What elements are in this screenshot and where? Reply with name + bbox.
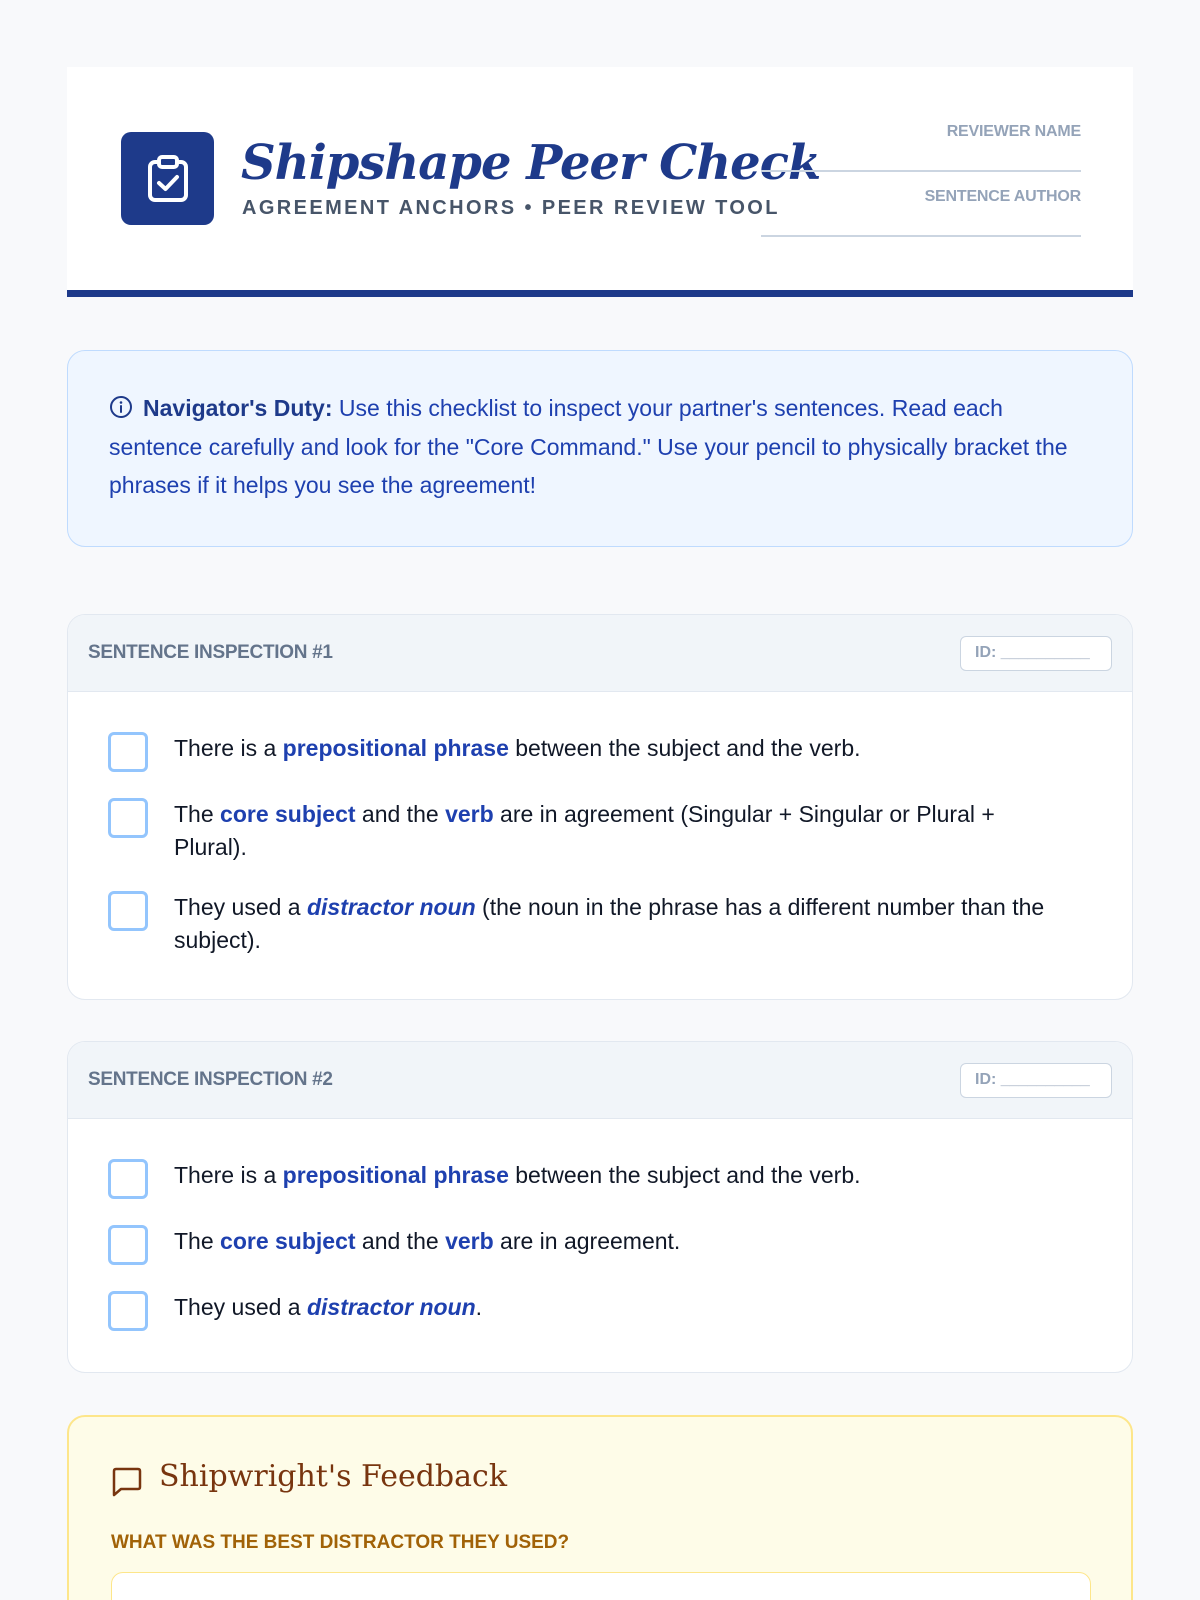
sentence-author-label: SENTENCE AUTHOR	[924, 188, 1081, 205]
checklist-item-text: There is a prepositional phrase between the subject and the verb.	[174, 1162, 861, 1188]
feedback-panel	[67, 1415, 1133, 1600]
sentence-author-field[interactable]	[761, 172, 1081, 237]
card-title: SENTENCE INSPECTION #2	[88, 1069, 333, 1090]
card-header	[68, 615, 1132, 692]
feedback-answer-field[interactable]	[111, 1572, 1091, 1600]
checkbox[interactable]	[108, 1159, 148, 1199]
checkbox[interactable]	[108, 732, 148, 772]
key-term: distractor noun	[306, 1294, 476, 1320]
key-term: prepositional phrase	[282, 1162, 509, 1188]
sentence-inspection-card	[67, 614, 1133, 1000]
instructions-panel	[67, 350, 1133, 547]
logo	[121, 132, 214, 225]
key-term: core subject	[220, 801, 356, 827]
checkbox[interactable]	[108, 798, 148, 838]
card-title: SENTENCE INSPECTION #1	[88, 642, 333, 663]
card-header	[68, 1042, 1132, 1119]
id-field[interactable]: ID: __________	[960, 1063, 1112, 1098]
checklist-item-text: There is a prepositional phrase between the subject and the verb.	[174, 735, 861, 761]
id-field[interactable]: ID: __________	[960, 636, 1112, 671]
feedback-title: Shipwright's Feedback	[159, 1459, 508, 1494]
clipboard-check-icon	[146, 154, 190, 204]
reviewer-name-field[interactable]	[761, 67, 1081, 172]
key-term: distractor noun	[306, 894, 476, 920]
chat-bubble-icon	[111, 1467, 143, 1497]
key-term: verb	[445, 801, 494, 827]
key-term: core subject	[220, 1228, 356, 1254]
key-term: verb	[445, 1228, 494, 1254]
checkbox[interactable]	[108, 891, 148, 931]
reviewer-name-label: REVIEWER NAME	[946, 123, 1081, 140]
feedback-question: WHAT WAS THE BEST DISTRACTOR THEY USED?	[111, 1532, 570, 1553]
checklist-item-text: The core subject and the verb are in agreement (Singular + Singular or Plural + Plural).	[174, 801, 995, 860]
instructions-heading: Navigator's Duty:	[143, 395, 333, 421]
instructions-text: Use this checklist to inspect your partner's sentences. Read each sentence carefully and look for the "Core Command." Use your pencil to physically bracket the phrases if it helps you see the agreement!	[109, 395, 1068, 498]
sentence-inspection-card	[67, 1041, 1133, 1373]
checklist-item-text: They used a distractor noun (the noun in the phrase has a different number than the subject).	[174, 894, 1045, 953]
info-icon	[109, 395, 133, 419]
key-term: prepositional phrase	[282, 735, 509, 761]
page-subtitle: AGREEMENT ANCHORS • PEER REVIEW TOOL	[242, 197, 780, 219]
checklist-item-text: They used a distractor noun.	[174, 1294, 483, 1320]
checklist-item-text: The core subject and the verb are in agreement.	[174, 1228, 681, 1254]
header	[67, 67, 1133, 297]
page-title: Shipshape Peer Check	[241, 135, 821, 191]
checkbox[interactable]	[108, 1291, 148, 1331]
checkbox[interactable]	[108, 1225, 148, 1265]
